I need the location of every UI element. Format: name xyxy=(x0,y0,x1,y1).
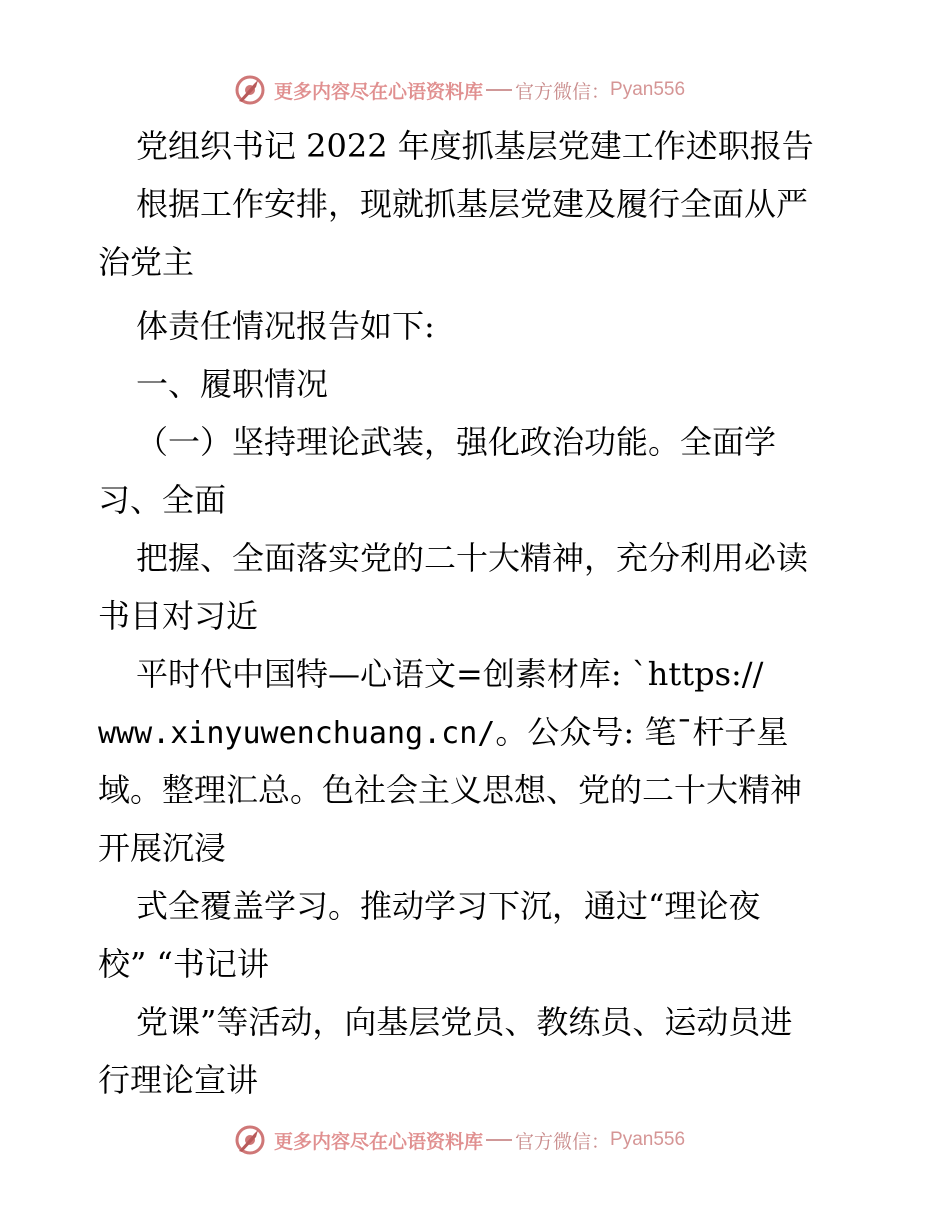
paragraph-line: 把握、全面落实党的二十大精神，充分利用必读 xyxy=(136,539,809,577)
watermark-wechat-id: Pyan556 xyxy=(610,1129,686,1150)
paragraph-line: 体责任情况报告如下: xyxy=(136,307,435,345)
bottom-watermark-banner xyxy=(234,1122,685,1158)
quill-logo-icon xyxy=(234,74,266,106)
top-watermark-banner xyxy=(234,72,685,108)
quill-logo-icon xyxy=(234,1124,266,1156)
paragraph-line: 开展沉浸 xyxy=(98,829,227,867)
watermark-wechat-id: Pyan556 xyxy=(610,79,686,100)
watermark-brand-text: 更多内容尽在心语资料库 xyxy=(274,1130,484,1153)
watermark-official-label: 官方微信： xyxy=(515,80,611,103)
paragraph-line: 书目对习近 xyxy=(98,597,259,635)
paragraph-line: 域。整理汇总。色社会主义思想、党的二十大精神 xyxy=(98,771,803,809)
paragraph-line: 根据工作安排，现就抓基层党建及履行全面从严 xyxy=(136,185,809,223)
url-text: www.xinyuwenchuang.cn/ xyxy=(98,716,496,751)
document-title: 党组织书记 2022 年度抓基层党建工作述职报告 xyxy=(136,127,814,165)
paragraph-text: 。公众号: 笔¯杆子星 xyxy=(495,713,789,751)
paragraph-line: 行理论宣讲 xyxy=(98,1061,259,1099)
paragraph-line: 式全覆盖学习。推动学习下沉，通过“理论夜 xyxy=(136,887,761,925)
watermark-dash xyxy=(486,89,512,91)
watermark-official-label: 官方微信： xyxy=(515,1130,611,1153)
paragraph-line: 平时代中国特—心语文=创素材库: `https:// xyxy=(136,655,764,693)
paragraph-line: 校” “书记讲 xyxy=(98,945,269,983)
paragraph-line: 习、全面 xyxy=(98,481,227,519)
paragraph-line: （一）坚持理论武装，强化政治功能。全面学 xyxy=(136,423,777,461)
paragraph-line-url xyxy=(98,712,788,752)
section-heading: 一、履职情况 xyxy=(136,365,329,403)
paragraph-line: 党课”等活动，向基层党员、教练员、运动员进 xyxy=(136,1003,793,1041)
watermark-dash xyxy=(486,1139,512,1141)
paragraph-line: 治党主 xyxy=(98,243,195,281)
watermark-brand-text: 更多内容尽在心语资料库 xyxy=(274,80,484,103)
